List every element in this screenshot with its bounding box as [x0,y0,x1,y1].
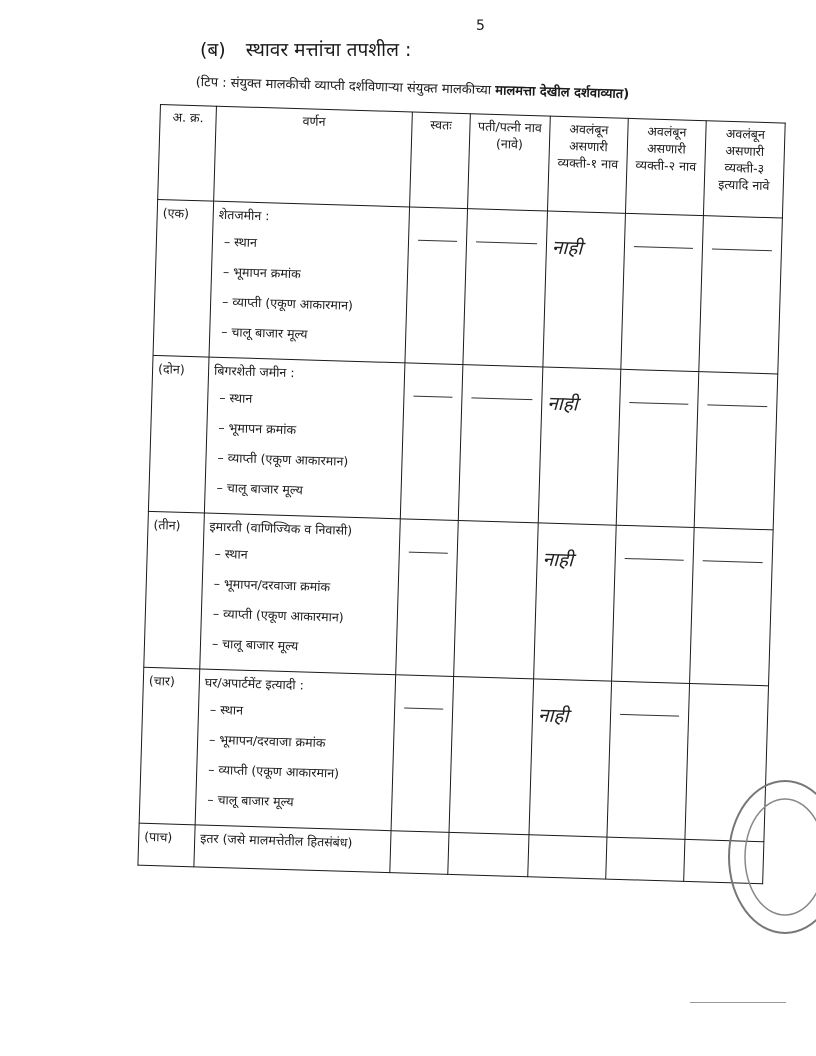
row-item: – भूमापन क्रमांक [218,419,297,438]
cell-spouse [458,365,543,523]
seal-ring-icon [730,782,816,932]
row-description [200,513,401,675]
cell-dependent-1 [529,679,612,837]
table-row [144,511,773,685]
row-title: घर/अपार्टमेंट इत्यादी : [204,674,305,693]
instruction-note [195,72,629,102]
header-self: स्वतः [410,112,471,209]
row-item: – व्याप्ती (एकूण आकारमान) [221,293,354,313]
header-spouse: पती/पत्नी नाव (नावे) [468,114,551,211]
cell-dependent-2 [606,837,685,881]
row-serial: (तीन) [144,511,205,669]
cell-dependent-3 [694,372,778,530]
dash-mark [409,552,448,554]
cell-dependent-1 [538,367,621,525]
dash-mark [712,248,772,251]
table-row [153,199,782,373]
section-marker: (ब) [200,39,226,61]
dash-mark [476,241,537,244]
asset-table [137,104,785,884]
cell-dependent-1 [528,835,607,879]
header-description: वर्णन [214,106,413,207]
note-text: (टिप : संयुक्त मालकीची व्याप्ती दर्शविणाऱ्या संयुक्त मालकीच्या [195,74,492,99]
handwritten-entry: नाही [546,392,579,416]
row-item: – भूमापन/दरवाजा क्रमांक [208,731,326,751]
cell-spouse [454,521,539,679]
cell-spouse [448,832,529,876]
table-row [139,667,768,841]
cell-dependent-2 [616,369,699,527]
dash-mark [620,714,679,717]
row-item: – भूमापन क्रमांक [222,263,301,282]
handwritten-entry: नाही [537,704,569,728]
handwritten-entry: नाही [542,548,574,572]
dash-mark [634,246,693,249]
row-description [195,669,396,831]
section-heading [200,36,411,62]
row-item: – व्याप्ती (एकूण आकारमान) [217,449,349,469]
dash-mark [413,396,452,398]
cell-self [390,831,449,875]
cell-dependent-2 [612,525,695,683]
cell-dependent-2 [607,681,690,839]
row-item: – चालू बाजार मूल्य [216,479,304,498]
dash-mark [418,240,457,242]
cell-dependent-3 [699,216,783,374]
row-title: इतर (जसे मालमत्तेतील हितसंबंध) [200,830,353,851]
row-item: – स्थान [219,389,253,406]
dash-mark [707,404,767,407]
row-title: बिगरशेती जमीन : [213,362,295,381]
row-title: शेतजमीन : [218,206,270,224]
row-title: इमारती (वाणिज्यिक व निवासी) [209,518,353,538]
cell-self [405,207,468,365]
cell-dependent-3 [690,528,774,686]
dash-mark [629,402,688,405]
table-header-row [158,105,786,218]
section-title: स्थावर मत्तांचा तपशील : [245,39,412,61]
cell-self [400,363,463,521]
row-item: – व्याप्ती (एकूण आकारमान) [212,605,344,625]
row-description [204,357,405,519]
row-serial: (दोन) [148,355,209,513]
row-serial: (पाच) [138,823,195,867]
cell-dependent-1 [534,523,617,681]
row-item: – भूमापन/दरवाजा क्रमांक [213,575,331,595]
row-item: – स्थान [223,233,258,250]
asset-table-sheet [137,104,785,912]
header-dependent-3: अवलंबून असणारी व्यक्ती-३ इत्यादि नावे [703,121,785,218]
cell-spouse [463,209,548,367]
cell-self [396,519,459,677]
table-row [148,355,777,529]
note-bold-text: मालमत्ता देखील दर्शवाव्यात) [495,83,630,103]
dash-mark [625,558,684,561]
handwritten-entry: नाही [551,236,583,260]
row-item: – व्याप्ती (एकूण आकारमान) [208,761,340,781]
row-serial: (चार) [139,667,200,825]
row-item: – चालू बाजार मूल्य [211,635,299,654]
cell-self [391,675,454,833]
row-item: – स्थान [214,545,248,562]
cell-dependent-2 [621,213,704,371]
row-item: – स्थान [209,701,244,718]
scan-artifact-line [690,1002,786,1003]
cell-spouse [449,676,534,834]
header-serial: अ. क्र. [158,105,217,202]
dash-mark [404,708,443,710]
header-dependent-1: अवलंबून असणारी व्यक्ती-१ नाव [547,116,628,213]
row-description [194,825,391,873]
row-item: – चालू बाजार मूल्य [221,323,308,342]
cell-dependent-1 [543,211,626,369]
row-description [209,201,410,363]
dash-mark [703,560,763,563]
header-dependent-2: अवलंबून असणारी व्यक्ती-२ नाव [625,118,706,215]
dash-mark [471,397,532,400]
row-item: – चालू बाजार मूल्य [207,791,294,810]
page-number: 5 [476,18,485,34]
row-serial: (एक) [153,199,214,357]
